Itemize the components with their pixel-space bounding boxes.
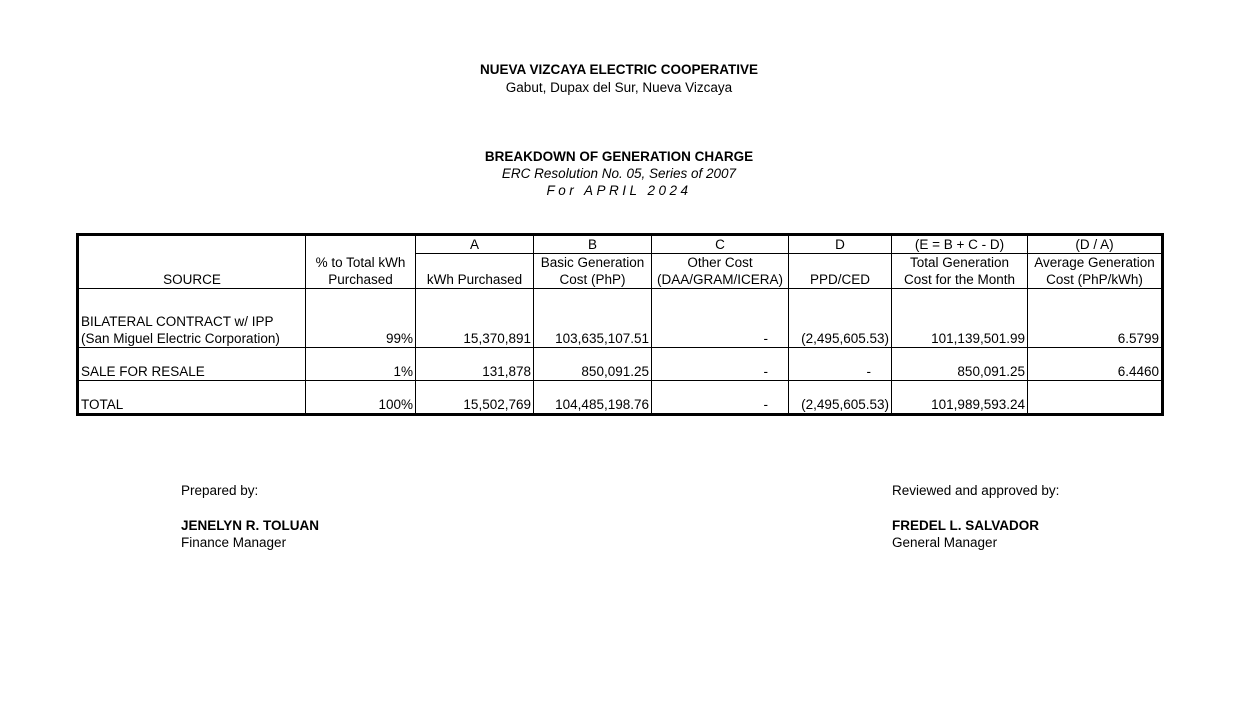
header-basic-line1: Basic Generation — [540, 255, 645, 270]
header-ppd-ced: PPD/CED — [789, 254, 892, 289]
header-pct-total-kwh — [306, 254, 416, 289]
column-letter-e: (E = B + C - D) — [892, 235, 1028, 254]
header-avg-line2: Cost (PhP/kWh) — [1046, 272, 1143, 287]
reviewed-by-title: General Manager — [892, 535, 998, 550]
column-letter-d: D — [789, 235, 892, 254]
row-other-cost: - — [652, 309, 789, 348]
prepared-by-label: Prepared by: — [181, 483, 259, 498]
letter-cell-pct — [306, 235, 416, 254]
prepared-by-title: Finance Manager — [181, 535, 287, 550]
row-total-cost: 850,091.25 — [892, 348, 1028, 381]
table-row — [78, 348, 1163, 381]
row-kwh: 15,370,891 — [416, 309, 534, 348]
row-other-cost: - — [652, 381, 789, 415]
header-source: SOURCE — [78, 254, 306, 289]
header-total-line2: Cost for the Month — [903, 272, 1016, 287]
header-total-generation-cost — [892, 254, 1028, 289]
reviewed-by-label: Reviewed and approved by: — [892, 483, 1060, 498]
row-total-cost: 101,989,593.24 — [892, 381, 1028, 415]
row-ppd-ced: (2,495,605.53) — [789, 381, 892, 415]
organization-name: NUEVA VIZCAYA ELECTRIC COOPERATIVE — [479, 62, 759, 77]
row-kwh: 15,502,769 — [416, 381, 534, 415]
row-average-cost — [1028, 381, 1163, 415]
generation-charge-table — [76, 233, 1164, 416]
header-other-line1: Other Cost — [687, 255, 753, 270]
row-pct: 1% — [306, 348, 416, 381]
header-other-line2: (DAA/GRAM/ICERA) — [656, 272, 783, 287]
table-row — [78, 309, 1163, 348]
row-basic-cost: 103,635,107.51 — [534, 309, 652, 348]
row-other-cost: - — [652, 348, 789, 381]
column-header-row — [78, 254, 1163, 289]
row-source — [78, 309, 306, 348]
column-letter-avg: (D / A) — [1028, 235, 1163, 254]
column-letter-row — [78, 235, 1163, 254]
header-other-cost — [652, 254, 789, 289]
column-letter-b: B — [534, 235, 652, 254]
row-source: SALE FOR RESALE — [78, 348, 306, 381]
row-source: TOTAL — [78, 381, 306, 415]
header-basic-line2: Cost (PhP) — [559, 272, 626, 287]
header-pct-line2: Purchased — [328, 272, 393, 287]
report-period: For APRIL 2024 — [546, 183, 692, 198]
column-letter-a: A — [416, 235, 534, 254]
total-row — [78, 381, 1163, 415]
row-ppd-ced: (2,495,605.53) — [789, 309, 892, 348]
row-average-cost: 6.5799 — [1028, 309, 1163, 348]
organization-address: Gabut, Dupax del Sur, Nueva Vizcaya — [505, 80, 733, 95]
row-pct: 100% — [306, 381, 416, 415]
source-line2: (San Miguel Electric Corporation) — [81, 331, 280, 346]
header-pct-line1: % to Total kWh — [315, 255, 406, 270]
row-average-cost: 6.4460 — [1028, 348, 1163, 381]
header-average-generation-cost — [1028, 254, 1163, 289]
row-basic-cost: 104,485,198.76 — [534, 381, 652, 415]
row-total-cost: 101,139,501.99 — [892, 309, 1028, 348]
header-kwh-purchased: kWh Purchased — [416, 254, 534, 289]
column-letter-c: C — [652, 235, 789, 254]
header-total-line1: Total Generation — [909, 255, 1010, 270]
row-ppd-ced: - — [789, 348, 892, 381]
resolution-reference: ERC Resolution No. 05, Series of 2007 — [501, 166, 737, 181]
row-basic-cost: 850,091.25 — [534, 348, 652, 381]
row-pct: 99% — [306, 309, 416, 348]
row-kwh: 131,878 — [416, 348, 534, 381]
report-title: BREAKDOWN OF GENERATION CHARGE — [484, 149, 754, 164]
reviewed-by-name: FREDEL L. SALVADOR — [892, 518, 1040, 533]
header-avg-line1: Average Generation — [1034, 255, 1155, 270]
letter-cell-source — [78, 235, 306, 254]
header-basic-generation-cost — [534, 254, 652, 289]
spacer-row — [78, 289, 1163, 310]
source-line1: BILATERAL CONTRACT w/ IPP — [81, 314, 274, 329]
prepared-by-name: JENELYN R. TOLUAN — [181, 518, 320, 533]
